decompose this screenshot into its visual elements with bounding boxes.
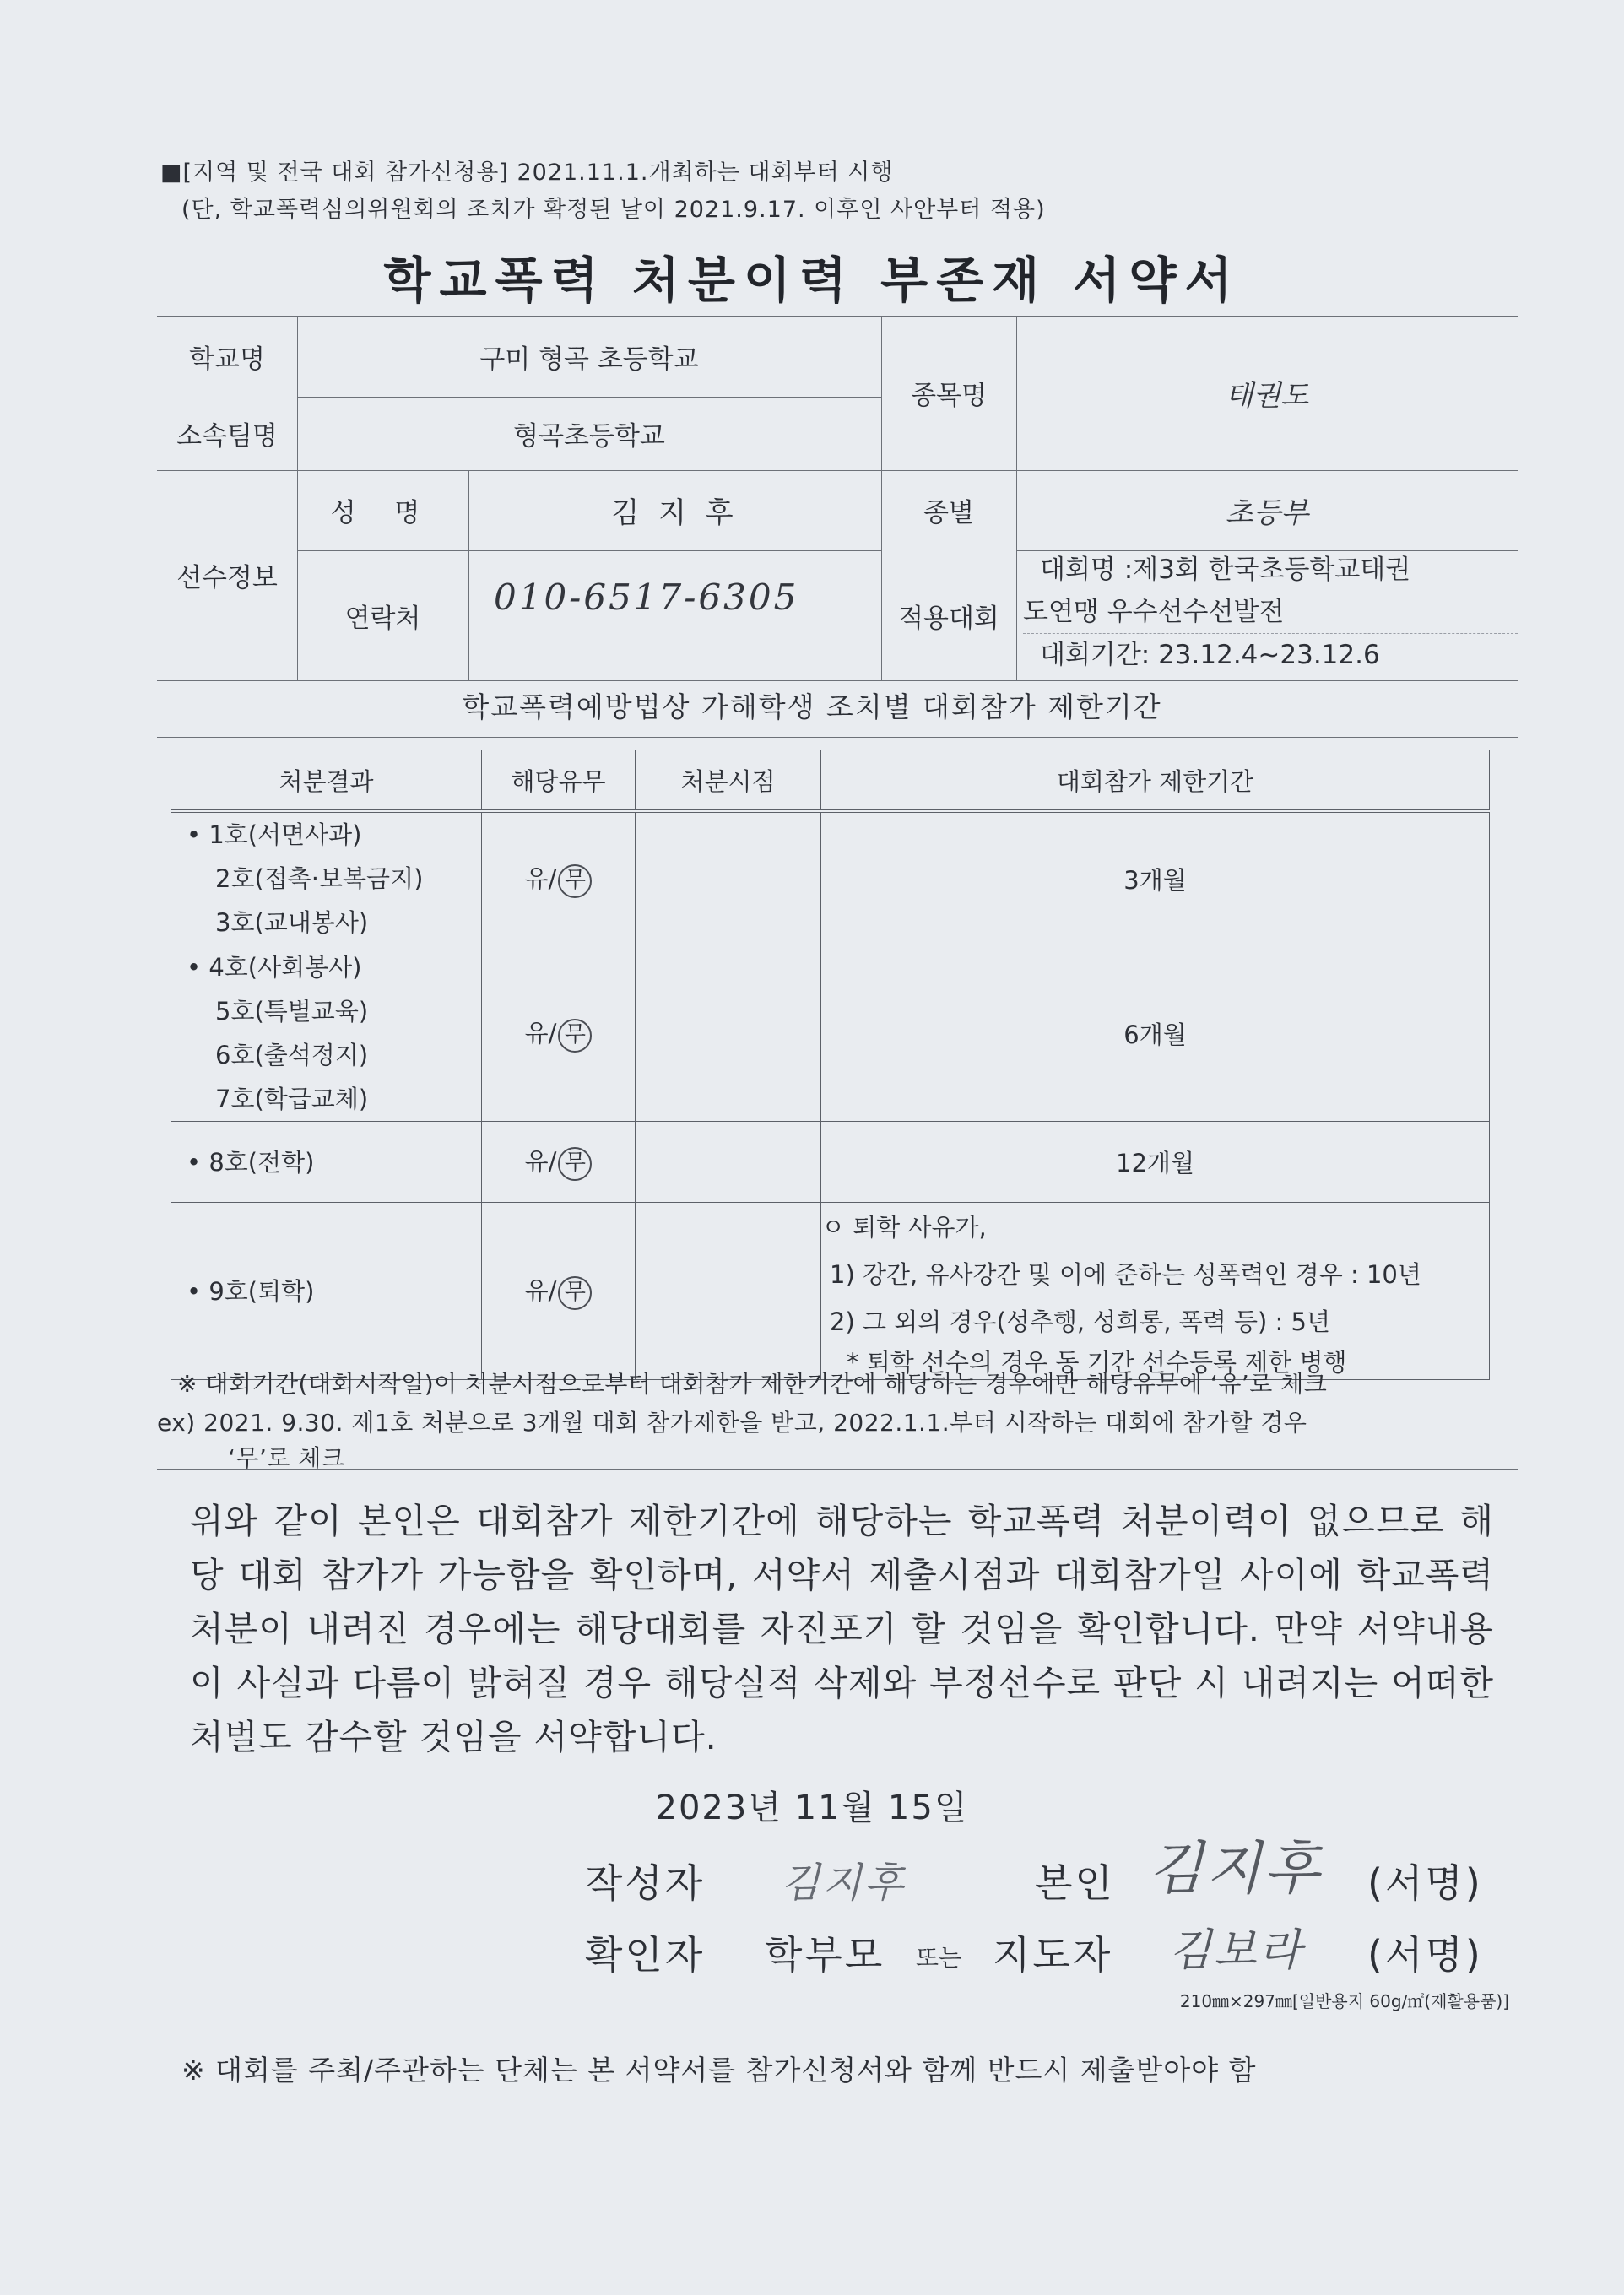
table-row [171, 811, 1490, 945]
time-cell[interactable] [636, 1203, 821, 1380]
note-1: ※ 대회기간(대회시작일)이 처분시점으로부터 대회참가 제한기간에 해당하는 경우에만 해당유무에 ‘유’로 체크 [177, 1370, 1328, 1398]
date: 2023년 11월 15일 [655, 1789, 969, 1827]
competition-period: 대회기간: 23.12.4~23.12.6 [1023, 633, 1518, 676]
yes-option: 유/ [524, 1018, 557, 1047]
yes-option: 유/ [524, 1147, 557, 1176]
paper-spec: 210㎜×297㎜[일반용지 60g/㎡(재활용품)] [1179, 1991, 1509, 2011]
period-cell: 6개월 [821, 945, 1490, 1122]
parent-label: 학부모 [765, 1932, 885, 1978]
author-signature: 김지후 [781, 1859, 907, 1907]
name-value: 김 지 후 [611, 496, 739, 530]
note-2: ex) 2021. 9.30. 제1호 처분으로 3개월 대회 참가제한을 받고, 2022.1.1.부터 시작하는 대회에 참가할 경우 [157, 1409, 1307, 1437]
restriction-table [171, 750, 1490, 1380]
or-label: 또는 [916, 1944, 962, 1972]
period-line: 1) 강간, 유사강간 및 이에 준하는 성폭력인 경우 : 10년 [830, 1259, 1421, 1289]
header-line-1: ■[지역 및 전국 대회 참가신청용] 2021.11.1.개최하는 대회부터 시행 [160, 160, 894, 186]
applicable-cell[interactable] [482, 811, 636, 945]
competition-name-line1: 대회명 :제3회 한국초등학교태권 [1040, 555, 1411, 585]
result-cell [171, 945, 482, 1122]
no-circled-mark: 무 [558, 864, 592, 898]
sign-mark: (서명) [1367, 1860, 1483, 1906]
period-cell: 3개월 [821, 811, 1490, 945]
event-label: 종목명 [911, 381, 987, 411]
header-time: 처분시점 [636, 750, 821, 812]
yes-option: 유/ [524, 1276, 557, 1305]
result-item: 5호(특별교육) [215, 997, 369, 1026]
document-title: 학교폭력 처분이력 부존재 서약서 [383, 252, 1241, 309]
result-cell [171, 811, 482, 945]
table-row [171, 1122, 1490, 1203]
name-label: 성 명 [330, 498, 436, 528]
school-label: 학교명 [189, 344, 265, 375]
note-3: ‘무’로 체크 [228, 1444, 345, 1472]
yes-option: 유/ [524, 863, 557, 893]
applicable-cell[interactable] [482, 1122, 636, 1203]
period-line: * 퇴학 선수의 경우 동 기간 선수등록 제한 병행 [847, 1347, 1347, 1377]
competition-info [1023, 549, 1518, 676]
applicable-cell[interactable] [482, 1203, 636, 1380]
time-cell[interactable] [636, 1122, 821, 1203]
header-line-2: (단, 학교폭력심의위원회의 조치가 확정된 날이 2021.9.17. 이후인 사안부터 적용) [181, 197, 1046, 223]
division-value: 초등부 [1225, 496, 1309, 530]
school-value: 구미 형곡 초등학교 [479, 344, 699, 375]
result-item: 2호(접촉·보복금지) [215, 864, 424, 893]
table-row [171, 1203, 1490, 1380]
header-result: 처분결과 [171, 750, 482, 812]
team-value: 형곡초등학교 [513, 421, 665, 452]
result-cell: • 9호(퇴학) [171, 1203, 482, 1380]
applicable-cell[interactable] [482, 945, 636, 1122]
header-applicable: 해당유무 [482, 750, 636, 812]
table-row [171, 945, 1490, 1122]
period-line: 2) 그 외의 경우(성추행, 성희롱, 폭력 등) : 5년 [830, 1307, 1331, 1336]
period-cell [821, 1203, 1490, 1380]
team-label: 소속팀명 [176, 421, 278, 452]
result-item: 7호(학급교체) [215, 1085, 369, 1113]
competition-name-line2: 도연맹 우수선수선발전 [1023, 597, 1285, 627]
division-label: 종별 [923, 498, 974, 528]
self-label: 본인 [1035, 1860, 1115, 1906]
restriction-title: 학교폭력예방법상 가해학생 조치별 대회참가 제한기간 [462, 690, 1162, 723]
period-line: ㅇ 퇴학 사유가, [821, 1212, 987, 1242]
time-cell[interactable] [636, 945, 821, 1122]
no-circled-mark: 무 [558, 1276, 592, 1310]
contact-value: 010-6517-6305 [494, 576, 799, 618]
pledge-paragraph: 위와 같이 본인은 대회참가 제한기간에 해당하는 학교폭력 처분이력이 없으므로 해당 대회 참가가 가능함을 확인하며, 서약서 제출시점과 대회참가일 사이에 학교폭력 처분이 내려진 경우에는 해당대회를 자진포기 할 것임을 확인합니다. 만약 서약내용이 사실과 다름이 밝혀질 경우 해당실적 삭제와 부정선수로 판단 시 내려지는 어떠한 처벌도 감수할 것임을 서약합니다. [190, 1501, 1494, 1757]
result-item: • 4호(사회봉사) [187, 953, 362, 982]
period-cell: 12개월 [821, 1122, 1490, 1203]
competition-label: 적용대회 [898, 603, 999, 634]
time-cell[interactable] [636, 811, 821, 945]
result-item: 6호(출석정지) [215, 1041, 369, 1069]
coach-label: 지도자 [993, 1932, 1113, 1978]
result-item: 3호(교내봉사) [215, 908, 369, 937]
sign-mark-2: (서명) [1367, 1932, 1483, 1978]
event-value: 태권도 [1225, 379, 1309, 413]
author-label: 작성자 [585, 1860, 706, 1906]
final-note: ※ 대회를 주최/주관하는 단체는 본 서약서를 참가신청서와 함께 반드시 제출받아야 함 [181, 2054, 1257, 2087]
no-circled-mark: 무 [558, 1019, 592, 1053]
player-info-label: 선수정보 [176, 563, 278, 593]
result-cell: • 8호(전학) [171, 1122, 482, 1203]
confirmer-label: 확인자 [585, 1932, 706, 1978]
result-item: • 1호(서면사과) [187, 820, 362, 849]
self-signature: 김지후 [1148, 1836, 1323, 1903]
coach-signature: 김보라 [1169, 1925, 1304, 1976]
header-period: 대회참가 제한기간 [821, 750, 1490, 812]
contact-label: 연락처 [344, 603, 421, 634]
no-circled-mark: 무 [558, 1147, 592, 1181]
